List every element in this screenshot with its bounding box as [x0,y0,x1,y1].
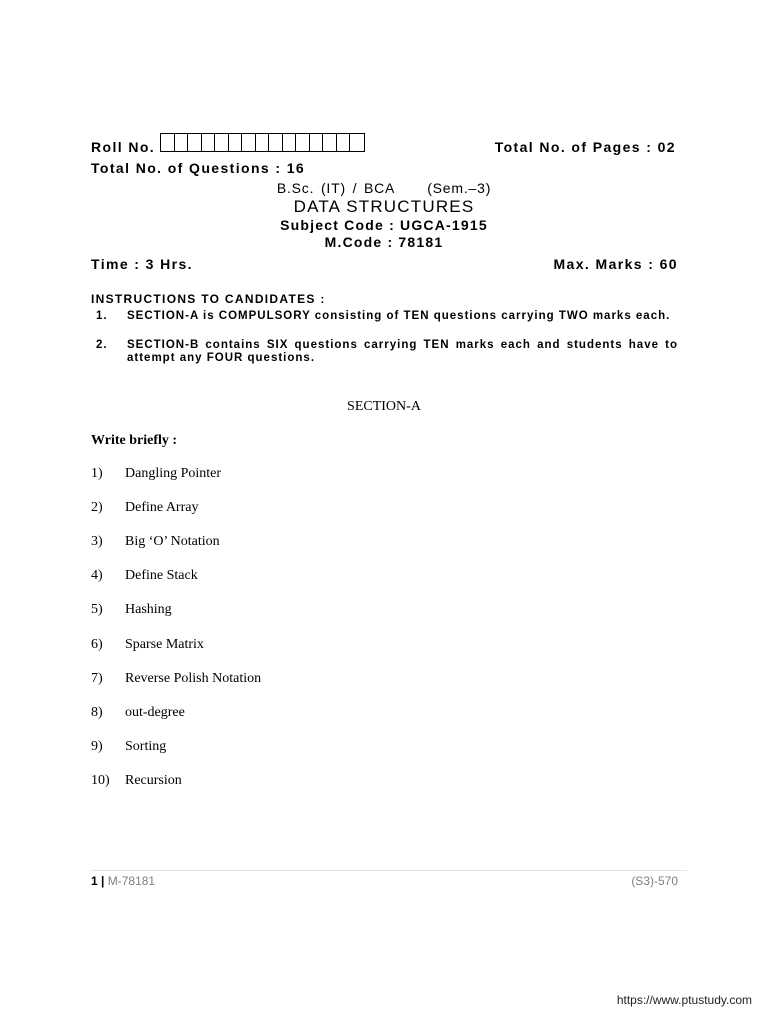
question-item [91,773,182,789]
instruction-item [96,339,678,365]
instructions-heading: INSTRUCTIONS TO CANDIDATES : [91,292,326,306]
roll-no-box [215,134,229,151]
question-number: 1) [91,466,103,481]
roll-no-box [175,134,189,151]
exam-time: Time : 3 Hrs. [91,256,193,272]
section-prompt: Write briefly : [91,433,178,448]
roll-no-box [337,134,351,151]
semester: (Sem.–3) [427,180,492,196]
section-a-title: SECTION-A [347,399,421,414]
instruction-text: SECTION-A is COMPULSORY consisting of TEN questions carrying TWO marks each. [127,310,671,322]
question-number: 8) [91,705,103,720]
footer-right-code: (S3)-570 [631,874,678,888]
question-item [91,705,185,721]
roll-no-box [202,134,216,151]
roll-no-box [283,134,297,151]
footer-separator: | [101,874,105,888]
roll-no-box [256,134,270,151]
roll-no-box [323,134,337,151]
question-number: 9) [91,739,103,754]
paper-title: DATA STRUCTURES [293,197,475,216]
question-number: 4) [91,568,103,583]
question-item [91,500,198,516]
instruction-text: SECTION-B contains SIX questions carrying TEN marks each and students have to attempt any FOUR questions. [127,339,678,364]
roll-no-boxes [160,133,365,152]
question-text: Reverse Polish Notation [125,671,262,686]
question-text: Hashing [125,602,172,617]
total-pages: Total No. of Pages : 02 [494,139,676,155]
roll-no-box [242,134,256,151]
roll-no-box [350,134,364,151]
instruction-number: 1. [96,310,108,322]
question-text: Define Array [125,500,199,515]
m-code: M.Code : 78181 [324,234,444,250]
question-item [91,637,204,653]
footer-left [91,874,155,888]
question-text: Recursion [125,773,182,788]
question-item [91,602,172,618]
question-item [91,671,261,687]
question-text: Big ‘O’ Notation [125,534,220,549]
question-item [91,739,166,755]
question-number: 6) [91,637,103,652]
question-number: 5) [91,602,103,617]
question-text: Dangling Pointer [125,466,222,481]
roll-no-box [161,134,175,151]
roll-no-box [188,134,202,151]
course-line [0,180,768,196]
footer-divider [91,870,687,871]
question-number: 2) [91,500,103,515]
roll-no-box [229,134,243,151]
roll-no-box [269,134,283,151]
watermark-url[interactable]: https://www.ptustudy.com [616,993,752,1007]
course-name: B.Sc. (IT) / BCA [276,180,396,196]
question-number: 3) [91,534,103,549]
footer-page-number: 1 [91,874,98,888]
roll-no-label: Roll No. [91,139,156,155]
question-number: 10) [91,773,110,788]
roll-no-box [296,134,310,151]
subject-code: Subject Code : UGCA-1915 [280,217,488,233]
roll-no-box [310,134,324,151]
total-questions: Total No. of Questions : 16 [91,160,306,176]
question-item [91,568,198,584]
question-item [91,466,221,482]
question-text: out-degree [125,705,185,720]
question-text: Sorting [125,739,167,754]
instruction-item [96,310,678,323]
question-number: 7) [91,671,103,686]
question-item [91,534,220,550]
instruction-number: 2. [96,339,108,351]
max-marks: Max. Marks : 60 [553,256,678,272]
footer-mcode: M-78181 [107,874,156,888]
question-text: Sparse Matrix [125,637,204,652]
question-text: Define Stack [125,568,198,583]
